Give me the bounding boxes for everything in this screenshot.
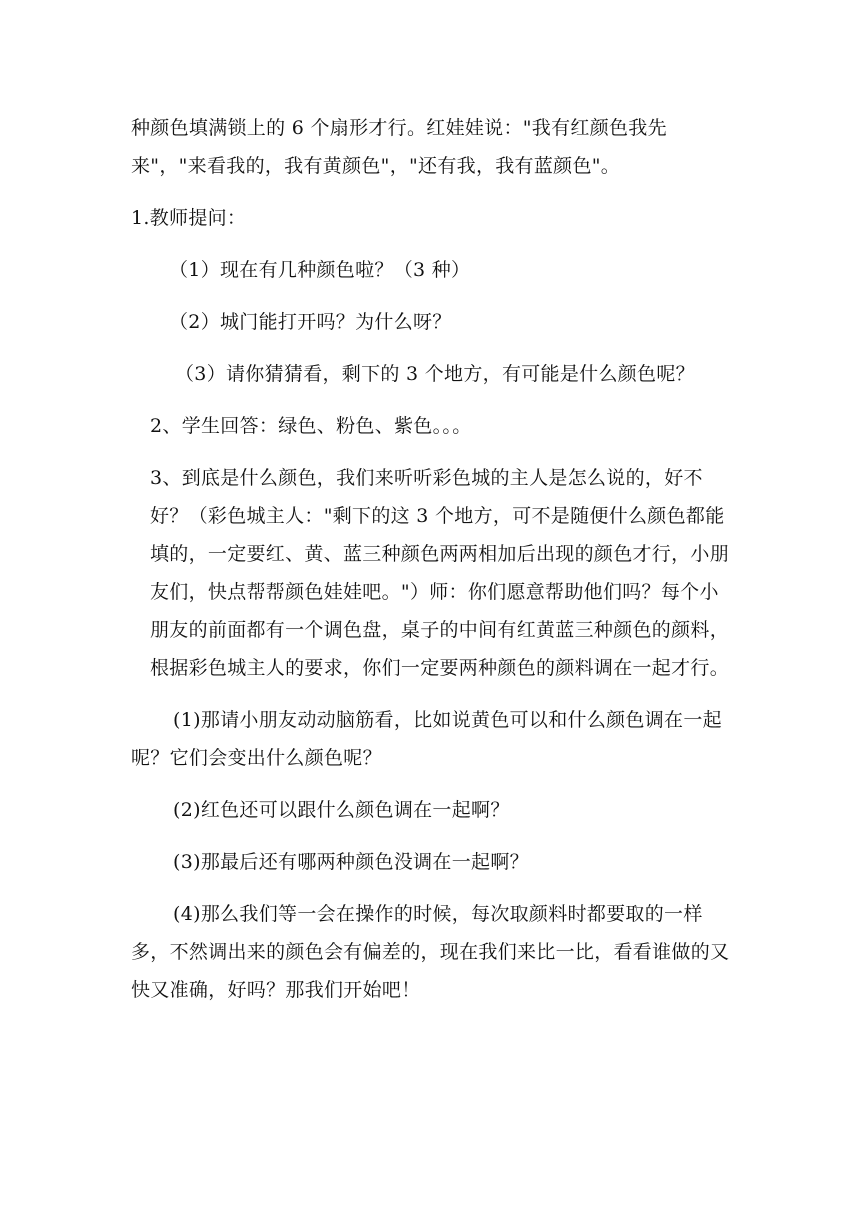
question-2: （2）城门能打开吗？为什么呀？ (169, 311, 452, 333)
question-3: （3）请你猜猜看，剩下的 3 个地方，有可能是什么颜色呢？ (175, 363, 695, 385)
question-1: （1）现在有几种颜色啦？（3 种） (169, 259, 471, 281)
step-4: (4)那么我们等一会在操作的时候，每次取颜料时都要取的一样多，不然调出来的颜色会有偏差的，现在我们来比一比，看看谁做的又快又准确，好吗？那我们开始吧！ (131, 903, 730, 1001)
paragraph-story: 种颜色填满锁上的 6 个扇形才行。红娃娃说："我有红颜色我先来"，"来看我的，我有黄颜色"，"还有我，我有蓝颜色"。 (131, 117, 667, 177)
student-answer: 2、学生回答：绿色、粉色、紫色。。。 (150, 415, 472, 437)
step-2: (2)红色还可以跟什么颜色调在一起啊？ (173, 799, 510, 821)
document-body (131, 109, 731, 1023)
step-3: (3)那最后还有哪两种颜色没调在一起啊？ (173, 851, 529, 873)
paragraph-castle-master: 3、到底是什么颜色，我们来听听彩色城的主人是怎么说的，好不好？（彩色城主人："剩下的这 3 个地方，可不是随便什么颜色都能填的，一定要红、黄、蓝三种颜色两两相加后出现的颜色才行，小朋友们，快点帮帮颜色娃娃吧。"）师：你们愿意帮助他们吗？每个小朋友的前面都有一个调色盘，桌子的中间有红黄蓝三种颜色的颜料，根据彩色城主人的要求，你们一定要两种颜色的颜料调在一起才行。 (150, 467, 730, 679)
step-1: (1)那请小朋友动动脑筋看，比如说黄色可以和什么颜色调在一起呢？它们会变出什么颜色呢？ (131, 709, 722, 769)
heading-teacher-questions: 1.教师提问： (131, 207, 247, 229)
